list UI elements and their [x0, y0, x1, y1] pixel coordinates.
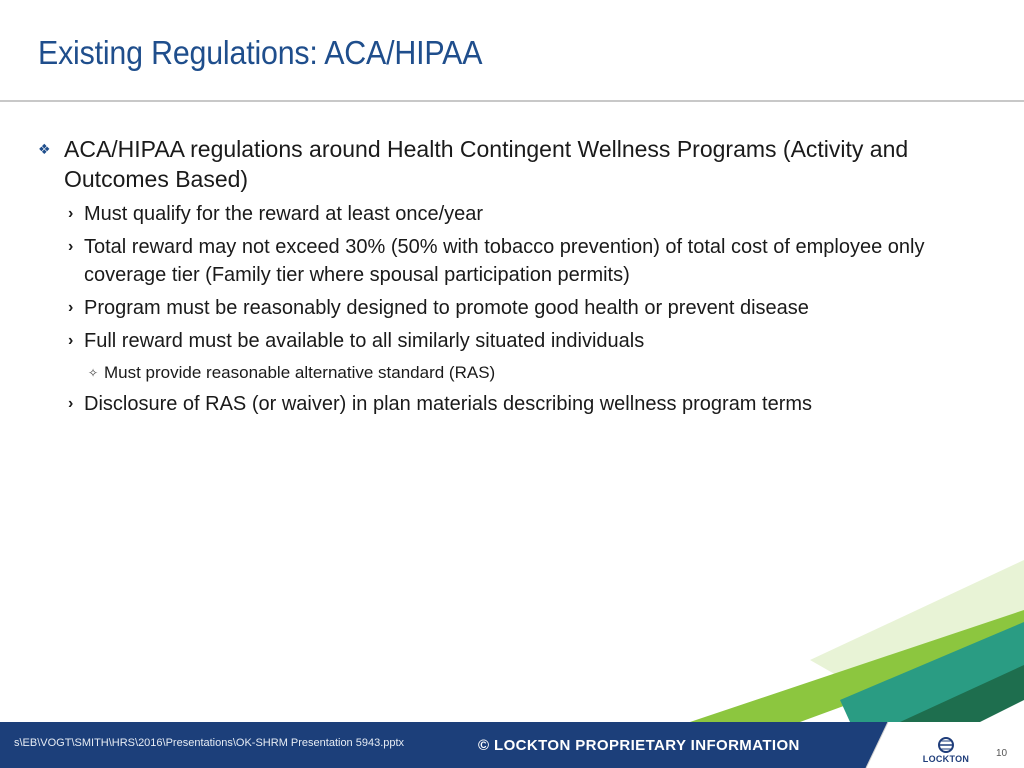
chevron-right-icon: › — [68, 238, 74, 255]
file-path-text: s\EB\VOGT\SMITH\HRS\2016\Presentations\OK-SHRM Presentation 5943.pptx — [14, 737, 405, 749]
bullet-text: Program must be reasonably designed to promote good health or prevent disease — [84, 297, 809, 319]
bullet-text: Total reward may not exceed 30% (50% with tobacco prevention) of total cost of employee only coverage tier (Family tier where spousal participation permits) — [84, 236, 925, 286]
bullet-text: Disclosure of RAS (or waiver) in plan materials describing wellness program terms — [84, 393, 813, 415]
bullet-text: Full reward must be available to all similarly situated individuals — [84, 330, 645, 352]
slide-title: Existing Regulations: ACA/HIPAA — [38, 34, 483, 71]
chevron-right-icon: › — [68, 299, 74, 316]
copyright-text: © LOCKTON PROPRIETARY INFORMATION — [478, 737, 800, 754]
diamond-bullet-icon: ❖ — [38, 141, 51, 157]
bullet-text: Must provide reasonable alternative standard (RAS) — [104, 363, 496, 382]
bullet-text: ACA/HIPAA regulations around Health Contingent Wellness Programs (Activity and Outcomes Based) — [64, 136, 909, 192]
chevron-right-icon: › — [68, 395, 74, 412]
chevron-right-icon: › — [68, 332, 74, 349]
chevron-right-icon: › — [68, 205, 74, 222]
bullet-text: Must qualify for the reward at least once/year — [84, 203, 484, 225]
page-number: 10 — [996, 748, 1008, 759]
four-point-star-bullet-icon: ✧ — [88, 366, 99, 380]
logo-wordmark: LOCKTON — [922, 754, 970, 764]
